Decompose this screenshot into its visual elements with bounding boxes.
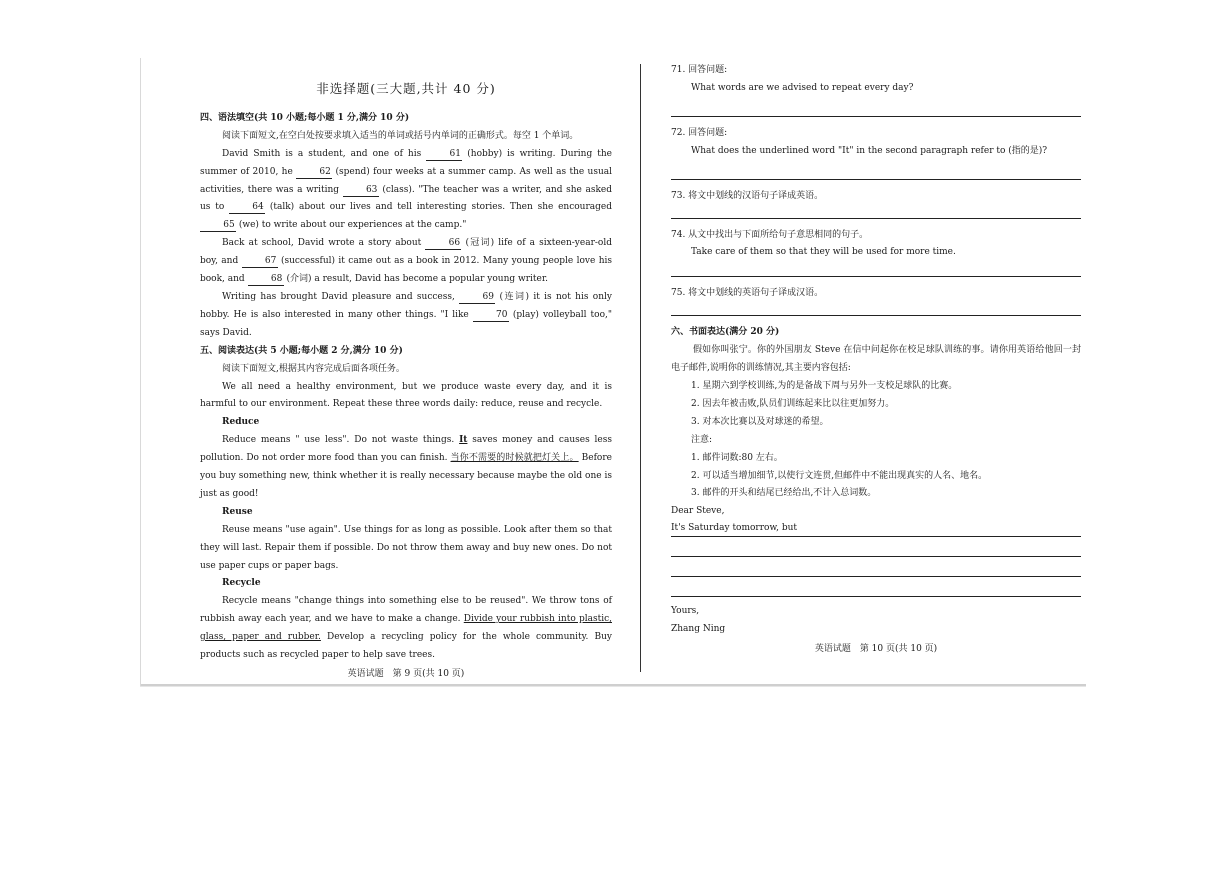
page-footer-10: 英语试题 第 10 页(共 10 页) [814, 644, 938, 655]
question-71-text: What words are we advised to repeat every day? [691, 82, 914, 93]
blank-69[interactable]: 69 [459, 292, 495, 304]
blank-61[interactable]: 61 [426, 149, 462, 161]
blank-66[interactable]: 66 [425, 238, 461, 250]
text: (连词) it is not his only hobby. He is also interested in many other things. "I like [200, 291, 612, 320]
note-label: 注意: [691, 434, 713, 445]
text: Recycle means "change things into something else to be reused". We throw tons of rubbish away each year, and we have to make a change. [200, 596, 612, 625]
grammar-paragraph-3 [200, 289, 612, 343]
section5-title: 五、阅读表达(共 5 小题;每小题 2 分,满分 10 分) [200, 345, 403, 356]
answer-line-73[interactable] [671, 206, 1081, 219]
email-closing: Yours, [671, 606, 700, 617]
text: (spend) four weeks at a summer camp. As well as the usual activities, there was a writing [200, 166, 612, 195]
writing-line[interactable] [671, 557, 1081, 577]
writing-line[interactable] [671, 537, 1081, 557]
left-page [200, 78, 612, 684]
text: (hobby) is writing. During the summer of 2010, he [200, 148, 612, 177]
start-text: It's Saturday tomorrow, but [671, 523, 797, 534]
blank-70[interactable]: 70 [473, 310, 509, 322]
text: David Smith is a student, and one of his [222, 148, 422, 159]
note-item: 2. 可以适当增加细节,以使行文连贯,但邮件中不能出现真实的人名、地名。 [691, 470, 988, 481]
sheet-edge [140, 58, 141, 686]
answer-line-71[interactable] [671, 104, 1081, 117]
section5-instruction: 阅读下面短文,根据其内容完成后面各项任务。 [222, 363, 405, 374]
question-74-text: Take care of them so that they will be used for more time. [691, 247, 956, 258]
section4-instruction: 阅读下面短文,在空白处按要求填入适当的单词或括号内单词的正确形式。每空 1 个单词。 [222, 130, 579, 141]
reading-paragraph-1: We all need a healthy environment, but we produce waste every day, and it is harmful to our environment. Repeat these three words daily: reduce, reuse and recycle. [200, 381, 612, 410]
underlined-it: It [459, 435, 468, 446]
text: (冠词) life of a sixteen-year-old boy, and [200, 238, 612, 267]
section6-title: 六、书面表达(满分 20 分) [671, 327, 780, 338]
blank-62[interactable]: 62 [296, 167, 332, 179]
text: (play) volleyball too," says David. [200, 309, 612, 338]
text: Back at school, David wrote a story about [222, 238, 422, 249]
right-page [671, 62, 1081, 659]
section4-title: 四、语法填空(共 10 小题;每小题 1 分,满分 10 分) [200, 112, 410, 123]
blank-63[interactable]: 63 [343, 185, 379, 197]
page-divider [640, 64, 641, 672]
text: (talk) about our lives and tell interesting stories. Then she encouraged [269, 202, 612, 213]
subheading-recycle: Recycle [222, 578, 261, 589]
blank-67[interactable]: 67 [242, 256, 278, 268]
text: (class). "The teacher was a writer, and she asked us to [200, 184, 613, 213]
text: Reduce means " use less". Do not waste things. [222, 435, 455, 446]
text: (successful) it came out as a book in 2012. Many young people love his book, and [200, 256, 612, 285]
reading-paragraph-2 [200, 432, 612, 504]
blank-68[interactable]: 68 [248, 274, 284, 286]
answer-line-75[interactable] [671, 303, 1081, 316]
reading-paragraph-3: Reuse means "use again". Use things for as long as possible. Look after them so that they will last. Repair them if possible. Do not throw them away and buy new ones. Do not use paper cups or paper bags. [200, 524, 612, 571]
answer-line-72[interactable] [671, 167, 1081, 180]
blank-64[interactable]: 64 [229, 202, 265, 214]
content-points [671, 378, 1081, 503]
grammar-paragraph-1 [200, 146, 612, 236]
content-point: 1. 星期六到学校训练,为的是备战下周与另外一支校足球队的比赛。 [691, 380, 958, 391]
subheading-reuse: Reuse [222, 506, 253, 517]
email-signature: Zhang Ning [671, 624, 726, 635]
subheading-reduce: Reduce [222, 417, 260, 428]
reading-paragraph-4 [200, 593, 612, 665]
section6-intro: 假如你叫张宁。你的外国朋友 Steve 在信中问起你在校足球队训练的事。请你用英语给他回一封电子邮件,说明你的训练情况,其主要内容包括: [671, 345, 1081, 374]
underlined-chinese-sentence: 当你不需要的时候就把灯关上。 [450, 453, 579, 464]
question-73: 73. 将文中划线的汉语句子译成英语。 [671, 190, 824, 201]
text: (介词) a result, David has become a popular young writer. [286, 274, 548, 285]
question-72-text: What does the underlined word "It" in the second paragraph refer to (指的是)? [691, 145, 1048, 156]
note-item: 3. 邮件的开头和结尾已经给出,不计入总词数。 [691, 488, 877, 499]
text: saves money and causes less pollution. Do not order more food than you can finish. [200, 435, 612, 464]
answer-line-74[interactable] [671, 264, 1081, 277]
grammar-paragraph-2 [200, 235, 612, 289]
text: (we) to write about our experiences at the camp." [238, 220, 467, 231]
content-point: 2. 因去年被击败,队员们训练起来比以往更加努力。 [691, 398, 895, 409]
content-point: 3. 对本次比赛以及对球迷的希望。 [691, 416, 829, 427]
text: Before you buy something new, think whether it is really necessary because maybe the old one is just as good! [200, 453, 612, 499]
blank-65[interactable]: 65 [200, 220, 236, 232]
text: Develop a recycling policy for the whole community. Buy products such as recycled paper to help save trees. [200, 632, 612, 661]
email-greeting: Dear Steve, [671, 506, 725, 517]
email-start-line[interactable] [671, 521, 1081, 537]
text: Writing has brought David pleasure and success, [222, 291, 455, 302]
underlined-english-sentence: Divide your rubbish into plastic, glass, paper and rubber. [200, 614, 612, 643]
writing-line[interactable] [671, 577, 1081, 597]
note-item: 1. 邮件词数:80 左右。 [691, 452, 783, 463]
question-71: 71. 回答问题: [671, 65, 728, 75]
question-74: 74. 从文中找出与下面所给句子意思相同的句子。 [671, 229, 869, 240]
question-75: 75. 将文中划线的英语句子译成汉语。 [671, 288, 824, 299]
question-72: 72. 回答问题: [671, 127, 728, 138]
page-footer-9: 英语试题 第 9 页(共 10 页) [347, 669, 465, 679]
page-heading: 非选择题(三大题,共计 40 分) [316, 81, 496, 96]
